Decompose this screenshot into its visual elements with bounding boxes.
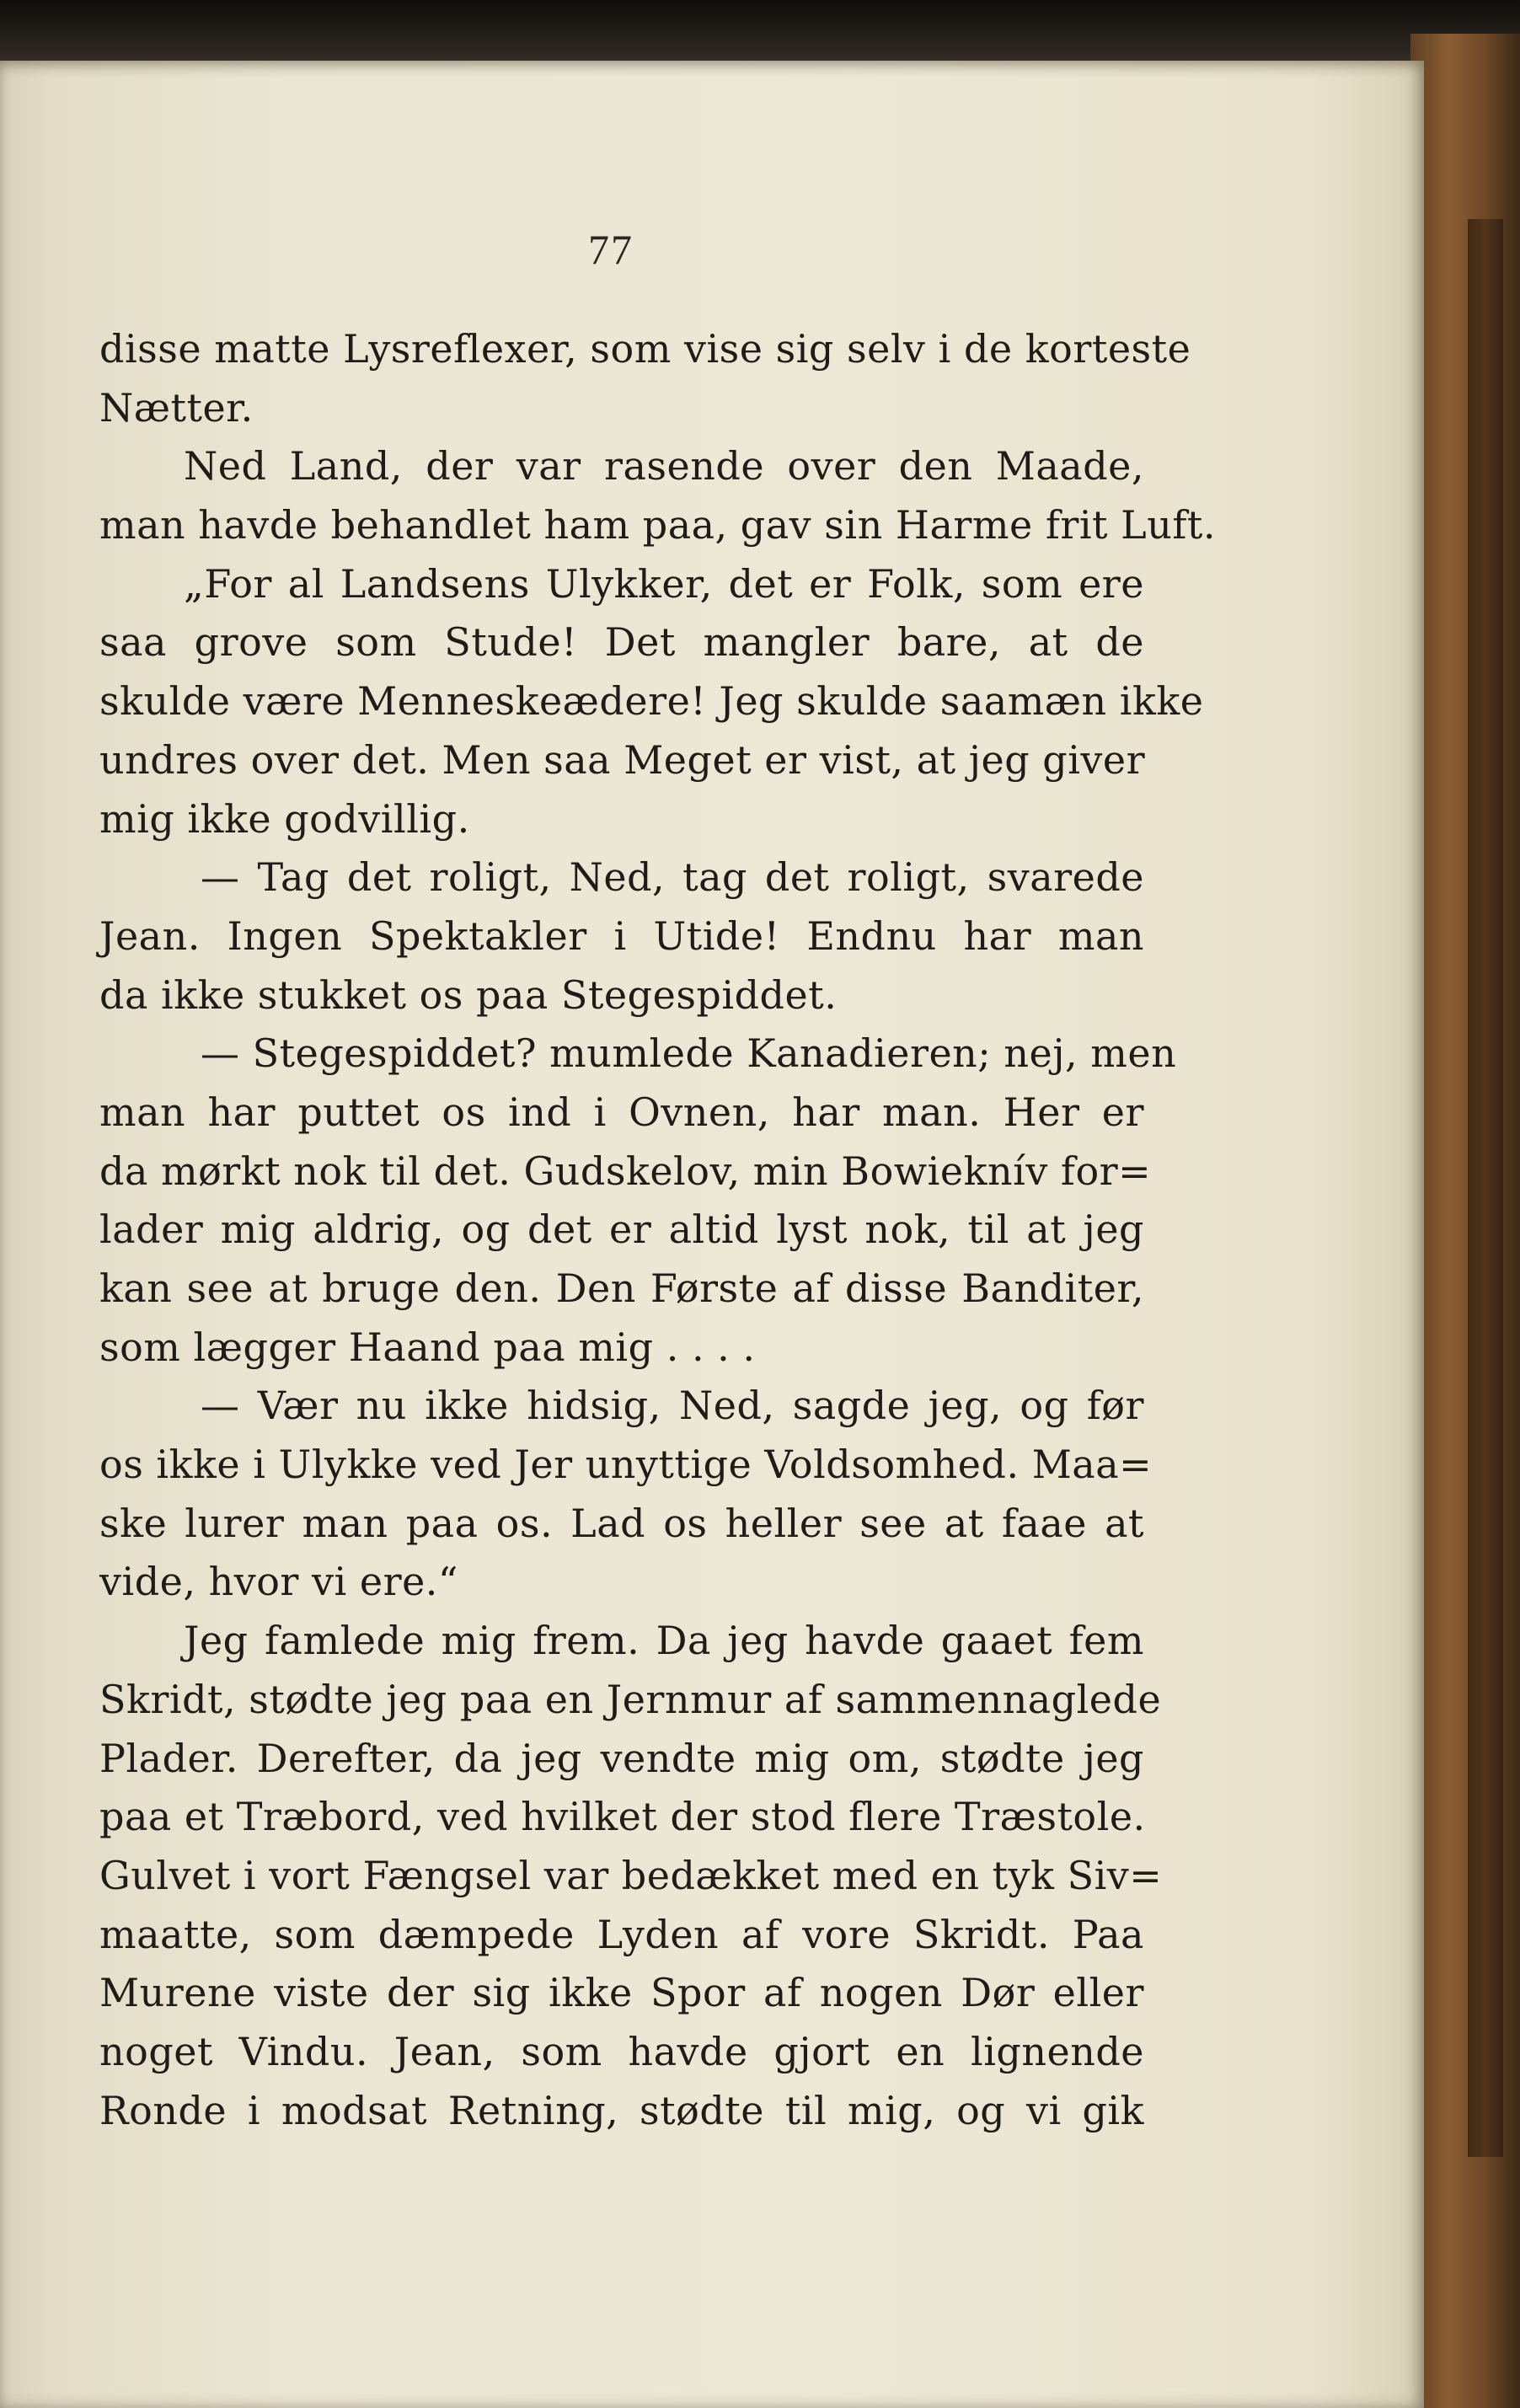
text-line: Jeg famlede mig frem. Da jeg havde gaaet fem (184, 1618, 1144, 1664)
text-line: skulde være Menneskeædere! Jeg skulde saamæn ikke (99, 678, 1204, 725)
body-text (99, 320, 1216, 2140)
text-line: lader mig aldrig, og det er altid lyst nok, til at jeg (99, 1207, 1144, 1253)
text-line: Nætter. (99, 384, 254, 431)
text-line: Jean. Ingen Spektakler i Utide! Endnu har man (99, 912, 1144, 959)
spine-shadow (1468, 219, 1503, 2157)
text-line: — Vær nu ikke hidsig, Ned, sagde jeg, og før (201, 1383, 1144, 1429)
page-number: 77 (588, 226, 634, 273)
text-line: ske lurer man paa os. Lad os heller see at faae at (99, 1500, 1144, 1546)
text-line: Ronde i modsat Retning, stødte til mig, og vi gik (99, 2087, 1144, 2133)
text-line: da ikke stukket os paa Stegespiddet. (99, 971, 838, 1018)
text-line: „For al Landsens Ulykker, det er Folk, som ere (184, 560, 1144, 607)
text-line: mig ikke godvillig. (99, 795, 470, 842)
text-line: — Tag det roligt, Ned, tag det roligt, svarede (201, 854, 1144, 901)
text-line: Murene viste der sig ikke Spor af nogen Dør eller (99, 1970, 1144, 2016)
text-line: maatte, som dæmpede Lyden af vore Skridt. Paa (99, 1911, 1144, 1957)
text-line: da mørkt nok til det. Gudskelov, min Bowieknív for= (99, 1148, 1152, 1194)
text-line: man har puttet os ind i Ovnen, har man. Her er (99, 1089, 1144, 1135)
text-line: som lægger Haand paa mig . . . . (99, 1324, 756, 1370)
text-line: Plader. Derefter, da jeg vendte mig om, stødte jeg (99, 1735, 1144, 1781)
text-line: noget Vindu. Jean, som havde gjort en lignende (99, 2028, 1144, 2074)
text-line: disse matte Lysreflexer, som vise sig selv i de korteste (99, 326, 1191, 372)
page-paper (0, 61, 1424, 2408)
text-line: saa grove som Stude! Det mangler bare, at de (99, 619, 1144, 666)
text-line: vide, hvor vi ere.“ (99, 1559, 458, 1605)
text-line: kan see at bruge den. Den Første af disse Banditer, (99, 1266, 1144, 1311)
text-line: — Stegespiddet? mumlede Kanadieren; nej, men (201, 1030, 1177, 1077)
text-line: undres over det. Men saa Meget er vist, at jeg giver (99, 736, 1146, 783)
text-line: paa et Træbord, ved hvilket der stod flere Træstole. (99, 1794, 1146, 1840)
book-spine-edge (1410, 34, 1520, 2408)
text-line: Skridt, stødte jeg paa en Jernmur af sammennaglede (99, 1676, 1162, 1722)
text-line: os ikke i Ulykke ved Jer unyttige Voldsomhed. Maa= (99, 1442, 1153, 1488)
text-line: man havde behandlet ham paa, gav sin Harme frit Luft. (99, 502, 1216, 548)
text-line: Ned Land, der var rasende over den Maade, (184, 443, 1144, 490)
text-line: Gulvet i vort Fængsel var bedækket med en tyk Siv= (99, 1852, 1163, 1898)
